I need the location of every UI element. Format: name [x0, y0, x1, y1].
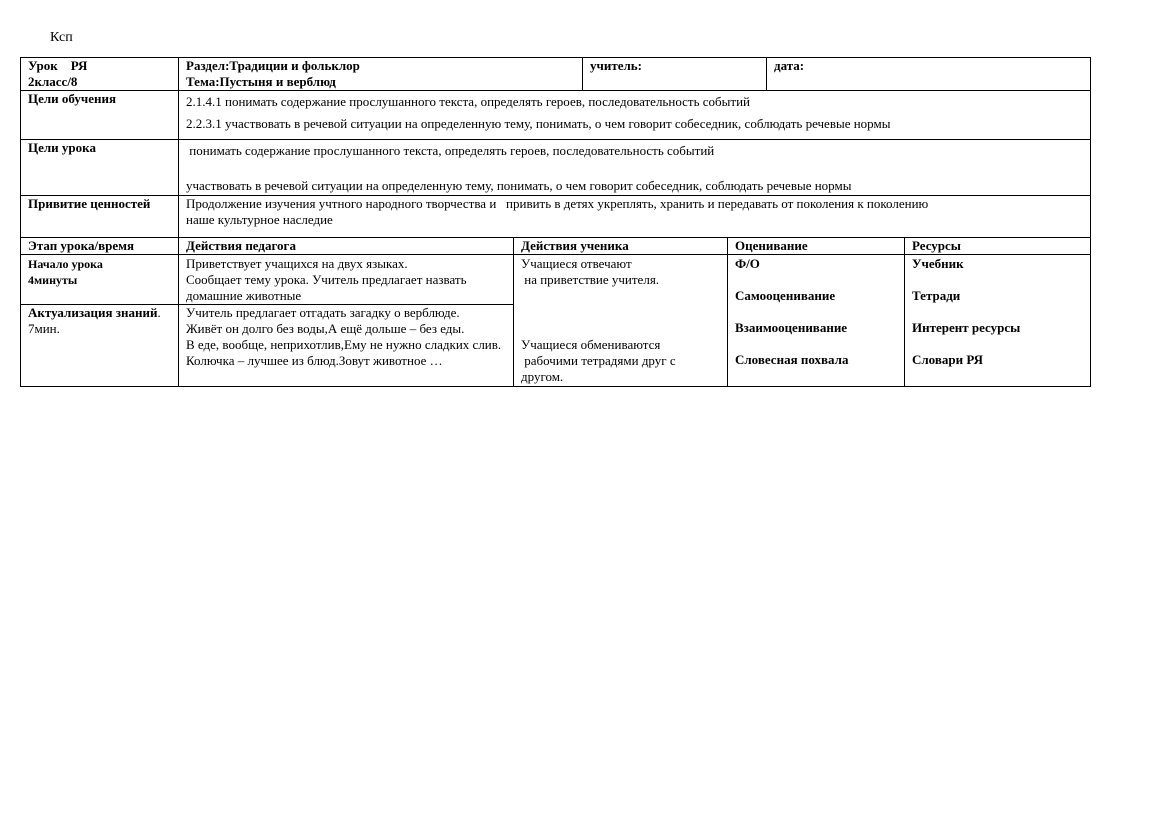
actualization-teacher-text-3: В еде, вообще, неприхотлив,Ему не нужно сладких слив. [186, 337, 502, 352]
header-resources: Ресурсы [905, 238, 1091, 255]
student-text-3: Учащиеся обмениваются [521, 337, 661, 352]
assessment-cell [728, 255, 905, 387]
header-stage: Этап урока/время [21, 238, 179, 255]
stage-start-label: Начало урока [28, 257, 103, 271]
learning-goals-label: Цели обучения [28, 91, 117, 106]
student-text-4: рабочими тетрадями друг с другом. [521, 353, 679, 384]
resource-notebooks: Тетради [912, 288, 961, 303]
lesson-stages-table [20, 237, 1091, 387]
lesson-info-table [20, 57, 1091, 238]
resource-textbook: Учебник [912, 256, 964, 271]
student-text-1: Учащиеся отвечают [521, 256, 632, 271]
assessment-fo: Ф/О [735, 256, 760, 271]
resource-internet: Интерент ресурсы [912, 320, 1021, 335]
lesson-class: 2класс/8 [28, 74, 78, 89]
stage-start-time: 4минуты [28, 273, 78, 287]
section-cell [179, 58, 583, 91]
values-text-line1: Продолжение изучения учтного народного творчества и привить в детях укреплять, хранить и передавать от поколения к поколению [186, 196, 929, 211]
start-teacher-text-1: Приветствует учащихся на двух языках. [186, 256, 408, 271]
lesson-goal-2: участвовать в речевой ситуации на определенную тему, понимать, о чем говорит собеседник, соблюдать речевые нормы [186, 178, 852, 193]
date-cell [767, 58, 1091, 91]
header-teacher-actions: Действия педагога [179, 238, 514, 255]
stage-actualization-label: Актуализация знаний. [28, 305, 161, 320]
lesson-goals-cell [179, 140, 1091, 196]
student-actions-cell [514, 255, 728, 387]
actualization-teacher-text-2: Живёт он долго без воды,А ещё дольше – без еды. [186, 321, 465, 336]
lesson-cell [21, 58, 179, 91]
learning-goals-label-cell [21, 91, 179, 140]
resources-cell [905, 255, 1091, 387]
start-teacher-text-2: Сообщает тему урока. Учитель предлагает назвать домашние животные [186, 272, 467, 303]
actualization-teacher-text-1: Учитель предлагает отгадать загадку о верблюде. [186, 305, 460, 320]
stage-actualization-cell [21, 305, 179, 387]
learning-goals-cell [179, 91, 1091, 140]
assessment-self: Самооценивание [735, 288, 836, 303]
stage-actualization-time: 7мин. [28, 321, 60, 336]
lesson-subject: Урок РЯ [28, 58, 88, 73]
teacher-label: учитель: [590, 58, 642, 73]
assessment-praise: Словесная похвала [735, 352, 849, 367]
values-label-cell [21, 196, 179, 238]
lesson-goals-label-cell [21, 140, 179, 196]
learning-goal-2: 2.2.3.1 участвовать в речевой ситуации на определенную тему, понимать, о чем говорит собеседник, соблюдать речевые нормы [186, 116, 891, 131]
assessment-peer: Взаимооценивание [735, 320, 848, 335]
start-teacher-cell [179, 255, 514, 305]
document-title: Ксп [50, 30, 73, 45]
resource-dictionaries: Словари РЯ [912, 352, 984, 367]
learning-goal-1: 2.1.4.1 понимать содержание прослушанного текста, определять героев, последовательность событий [186, 94, 750, 109]
values-text-line2: наше культурное наследие [186, 212, 333, 227]
topic-text: Тема:Пустыня и верблюд [186, 74, 336, 89]
section-text: Раздел:Традиции и фольклор [186, 58, 360, 73]
lesson-goals-label: Цели урока [28, 140, 96, 155]
header-student-actions: Действия ученика [514, 238, 728, 255]
actualization-teacher-cell [179, 305, 514, 387]
header-assessment: Оценивание [728, 238, 905, 255]
teacher-cell [583, 58, 767, 91]
values-label: Привитие ценностей [28, 196, 151, 211]
values-cell [179, 196, 1091, 238]
actualization-teacher-text-4: Колючка – лучшее из блюд.Зовут животное … [186, 353, 443, 368]
student-text-2: на приветствие учителя. [521, 272, 660, 287]
lesson-goal-1: понимать содержание прослушанного текста, определять героев, последовательность событий [186, 143, 715, 158]
stage-start-cell [21, 255, 179, 305]
date-label: дата: [774, 58, 805, 73]
